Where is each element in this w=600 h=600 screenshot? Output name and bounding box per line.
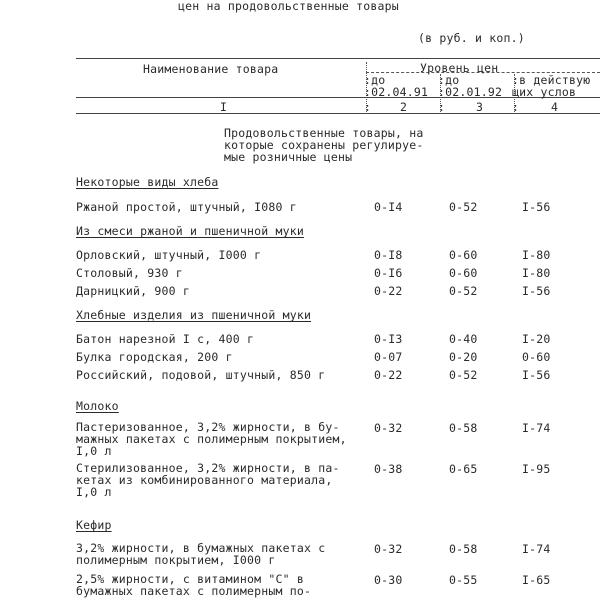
header-top-rule [76,58,600,59]
product-name: Ржаной простой, штучный, I080 г [76,200,297,214]
price-col2: 0-I8 [374,248,403,262]
product-name: Дарницкий, 900 г [76,284,190,298]
group-title-bread: Некоторые виды хлеба [76,175,219,189]
price-col3: 0-55 [449,573,478,587]
group-title-kefir: Кефир [76,518,112,532]
price-col3: 0-58 [449,542,478,556]
column-number-sep: : [512,100,520,114]
price-col3: 0-40 [449,332,478,346]
price-col3: 0-52 [449,368,478,382]
price-col4: 0-60 [522,350,551,364]
price-col4: I-95 [522,462,551,476]
group-title-rye-wheat: Из смеси ржаной и пшеничной муки [76,224,304,238]
column-header-name: Наименование товара [143,62,279,76]
price-col4: I-56 [522,368,551,382]
column-header-4: :в действую щих услов [512,73,591,99]
price-col2: 0-I3 [374,332,403,346]
price-col4: I-80 [522,248,551,262]
price-col2: 0-I6 [374,266,403,280]
column-header-2: :до :02.04.91 [364,73,429,99]
product-name: Российский, подовой, штучный, 850 г [76,368,326,382]
column-number-2: 2 [400,100,408,114]
price-col4: I-74 [522,421,551,435]
group-title-milk: Молоко [76,399,119,413]
price-col3: 0-60 [449,248,478,262]
document-title: цен на продовольственные товары [178,0,399,13]
price-col2: 0-30 [374,573,403,587]
price-col2: 0-I4 [374,200,403,214]
price-col3: 0-20 [449,350,478,364]
price-col4: I-65 [522,573,551,587]
price-col4: I-80 [522,266,551,280]
product-name: 2,5% жирности, с витамином "С" в бумажных пакетах с полимерным по- [76,572,312,598]
price-col3: 0-52 [449,284,478,298]
price-col3: 0-52 [449,200,478,214]
product-name: 3,2% жирности, в бумажных пакетах с полимерным покрытием, I000 г [76,541,326,567]
header-bottom-rule [76,113,600,114]
price-col2: 0-38 [374,462,403,476]
price-col3: 0-65 [449,462,478,476]
price-col2: 0-22 [374,284,403,298]
price-col4: I-56 [522,284,551,298]
price-col4: I-20 [522,332,551,346]
product-name: Батон нарезной I с, 400 г [76,332,255,346]
column-number-sep: : [364,100,372,114]
price-col2: 0-07 [374,350,403,364]
group-title-wheat-products: Хлебные изделия из пшеничной муки [76,308,312,322]
price-col4: I-74 [522,542,551,556]
product-name: Стерилизованное, 3,2% жирности, в па- кетах из комбинированного материала, I,0 л [76,461,340,499]
units-note: (в руб. и коп.) [418,31,525,45]
product-name: Булка городская, 200 г [76,350,233,364]
product-name: Пастеризованное, 3,2% жирности, в бу- мажных пакетах с полимерным покрытием, I,0 л [76,420,347,458]
column-number-sep: : [438,100,446,114]
price-col2: 0-32 [374,542,403,556]
price-col2: 0-32 [374,421,403,435]
price-col3: 0-58 [449,421,478,435]
price-col4: I-56 [522,200,551,214]
section-intro: Продовольственные товары, на которые сохранены регулируе- мые розничные цены [224,126,424,164]
column-number-4: 4 [551,100,559,114]
product-name: Столовый, 930 г [76,266,183,280]
price-col3: 0-60 [449,266,478,280]
column-header-price-level: Уровень цен [420,61,499,75]
column-number-1: I [220,100,228,114]
product-name: Орловский, штучный, I000 г [76,248,262,262]
price-col2: 0-22 [374,368,403,382]
column-header-3: :до :02.01.92 [438,73,503,99]
column-number-3: 3 [476,100,484,114]
